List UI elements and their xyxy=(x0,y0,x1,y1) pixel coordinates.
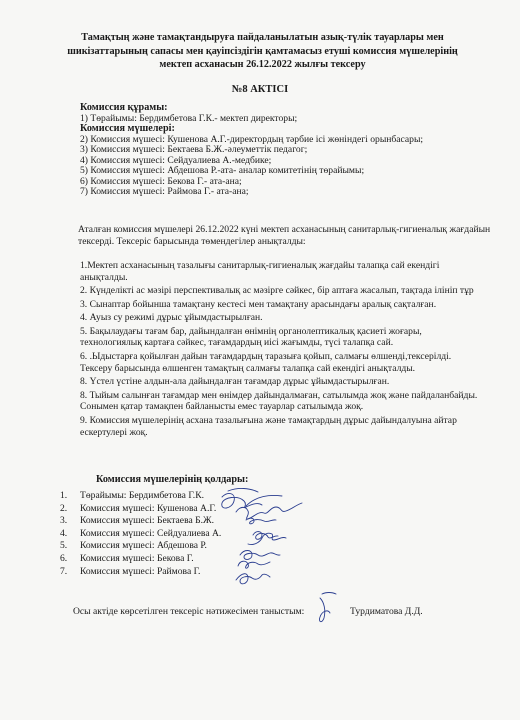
signature-row xyxy=(60,503,360,516)
commission-member: 2) Комиссия мүшесі: Кушенова А.Г.-директордың тәрбие ісі жөніндегі орынбасары; xyxy=(80,133,424,145)
findings-list xyxy=(80,260,480,440)
finding-item: 1.Мектеп асханасының тазалығы санитарлық-гигиеналық жағдайы талапқа сай екендігі анықталды. xyxy=(80,260,440,283)
signatures-list xyxy=(60,490,360,578)
signature-text: Комиссия мүшесі: Бекова Г. xyxy=(80,552,194,564)
document-title xyxy=(60,31,465,72)
finding-item: 8. Үстел үстіне алдын-ала дайындалған тағамдар дұрыс ұйымдастырылған. xyxy=(80,376,390,388)
signature-scribble xyxy=(319,598,330,622)
commission-member: 4) Комиссия мүшесі: Сейдуалиева А.-медбике; xyxy=(80,154,272,166)
title-line: шикізаттарының сапасы мен қауіпсіздігін қамтамасыз етуші комиссия мүшелерінің xyxy=(67,45,458,57)
signature-row xyxy=(60,540,360,553)
act-number: №8 АКТІСІ xyxy=(231,84,289,95)
signature-text: Комиссия мүшесі: Абдешова Р. xyxy=(80,540,207,552)
finding-item: 2. Күнделікті ас мәзірі перспективалық ас мәзірге сәйкес, бір аптаға жасалып, тақтада ілініп тұр xyxy=(80,285,474,297)
signature-scribble xyxy=(322,593,336,595)
signature-row xyxy=(60,515,360,528)
title-line: Тамақтың және тамақтандыруға пайдаланылатын азық-түлік тауарлары мен xyxy=(81,32,444,43)
finding-item: 9. Комиссия мүшелерінің асхана тазалығына және тамақтардың дұрыс дайындалуына айтар ескертулері жоқ. xyxy=(80,414,457,438)
title-line: мектеп асханасын 26.12.2022 жылғы тексеру xyxy=(159,59,366,70)
signature-text: Комиссия мүшесі: Сейдуалиева А. xyxy=(80,527,222,539)
signature-row xyxy=(60,490,360,503)
commission-member: 7) Комиссия мүшесі: Раймова Г.- ата-ана; xyxy=(80,186,249,197)
signature-text: Комиссия мүшесі: Кушенова А.Г. xyxy=(80,502,217,514)
acknowledgment-text: Осы актіде көрсетілген тексеріс нәтижесімен таныстым: xyxy=(73,606,305,617)
finding-item: 5. Бақылаудағы тағам бар, дайындалған өнімнің органолептикалық қасиеті жоғары, технологиялық картаға сәйкес, тағамдардың иісі жағымды, түсі талапқа сай. xyxy=(80,325,422,349)
commission-member: 3) Комиссия мүшесі: Бектаева Б.Ж.-әлеуметтік педагог; xyxy=(80,144,308,155)
commission-member: 6) Комиссия мүшесі: Бекова Г.- ата-ана; xyxy=(80,175,242,187)
signature-number: 4. xyxy=(60,527,68,539)
composition-heading: Комиссия құрамы: xyxy=(80,102,168,113)
members-heading: Комиссия мүшелері: xyxy=(80,123,175,134)
signature-number: 3. xyxy=(60,515,68,527)
signature-text: Төрайымы: Бердимбетова Г.К. xyxy=(80,490,204,501)
signature-number: 2. xyxy=(60,502,68,514)
commission-section xyxy=(80,103,500,198)
acknowledgment-name: Турдиматова Д.Д. xyxy=(350,606,423,617)
signature-number: 1. xyxy=(60,490,68,501)
signature-number: 5. xyxy=(60,540,68,552)
finding-item: 6. .Ыдыстарға қойылған дайын тағамдардың таразыға қойып, салмағы өлшенді,тексерілді. Тексеру барысында өлшенген тамақтың салмағы талапқа сай екендігі анықталды. xyxy=(80,350,452,374)
finding-item: 3. Сынаптар бойынша тамақтану кестесі мен тамақтану арасындағы аралық сақталған. xyxy=(80,298,437,310)
commission-member: 5) Комиссия мүшесі: Абдешова Р.-ата- аналар комитетінің төрайымы; xyxy=(80,165,365,176)
signature-row xyxy=(60,553,360,566)
signature-row xyxy=(60,528,360,541)
signature-text: Комиссия мүшесі: Раймова Г. xyxy=(80,565,201,577)
signature-number: 6. xyxy=(60,552,68,564)
signature-text: Комиссия мүшесі: Бектаева Б.Ж. xyxy=(80,515,215,527)
signature-number: 7. xyxy=(60,565,68,577)
finding-item: 8. Тыйым салынған тағамдар мен өнімдер дайындалмаған, сатылымда жоқ және пайдаланбайды. Сонымен қатар тамақпен байланысты емес тауарлар сатылымда жоқ. xyxy=(80,389,478,413)
finding-item: 4. Ауыз су режимі дұрыс ұйымдастырылған. xyxy=(80,312,263,324)
signatures-heading: Комиссия мүшелерінің қолдары: xyxy=(96,474,249,485)
intro-paragraph: Аталған комиссия мүшелері 26.12.2022 күні мектеп асханасының санитарлық-гигиеналық жағдайын тексерді. Тексеріс барысында төмендегілер анықталды: xyxy=(78,224,491,247)
commission-chair: 1) Төрайымы: Бердимбетова Г.К.- мектеп директоры; xyxy=(80,112,298,124)
signature-row xyxy=(60,566,360,579)
